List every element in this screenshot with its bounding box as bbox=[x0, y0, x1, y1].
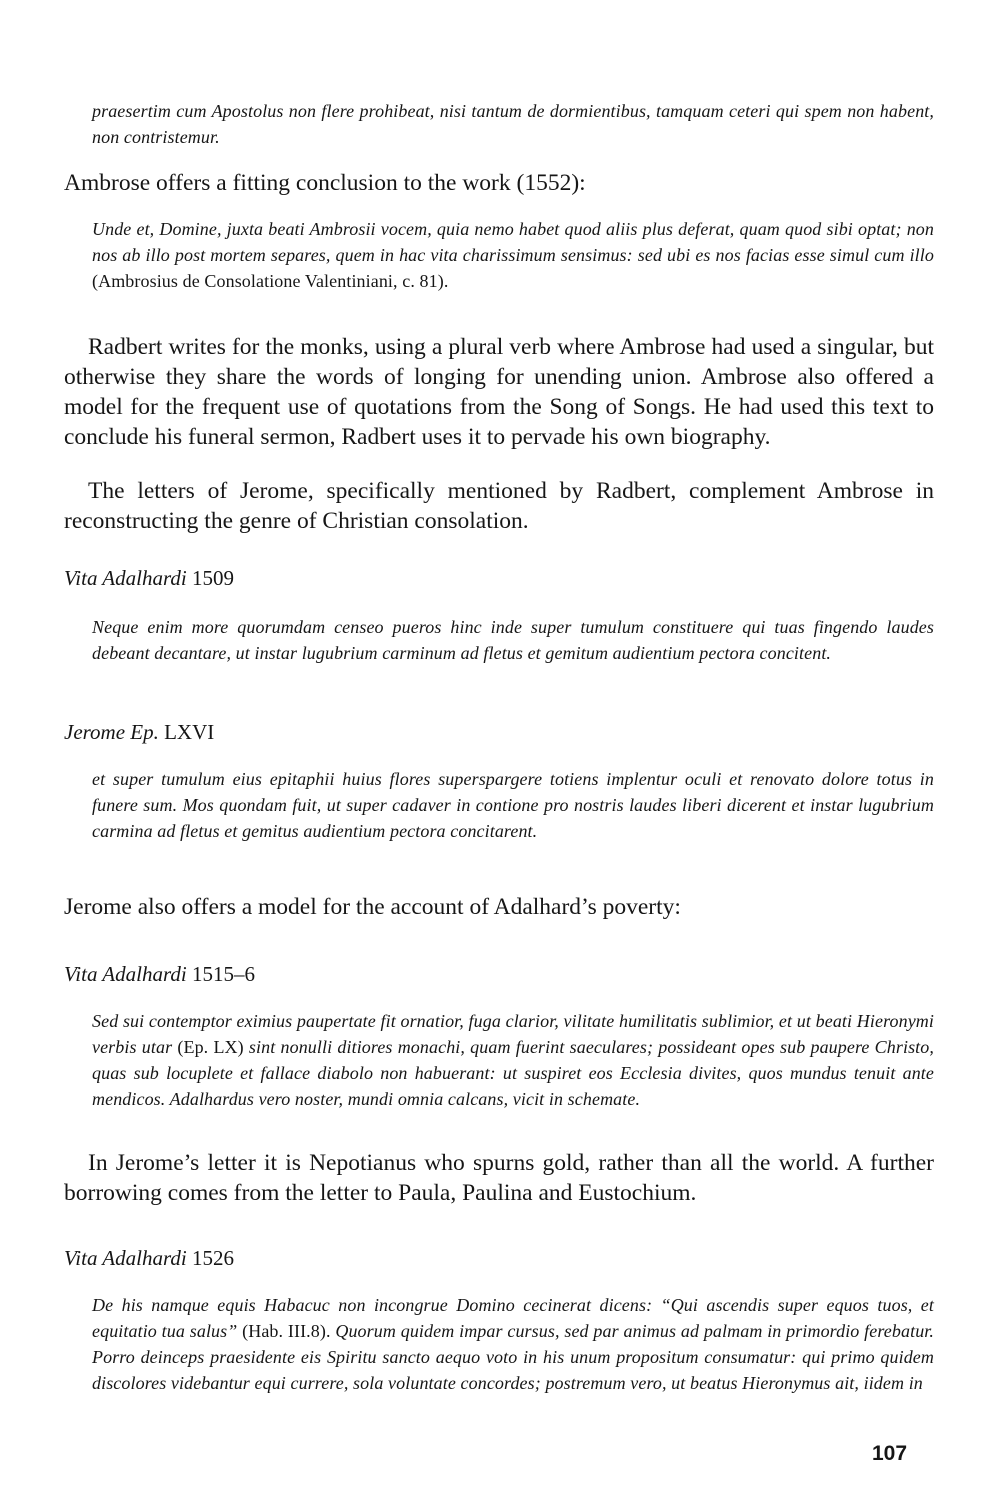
heading-number: 1515–6 bbox=[191, 962, 255, 986]
section-heading-vita-1515 bbox=[64, 960, 255, 988]
latin-quote-6 bbox=[92, 1292, 934, 1396]
quote-reference: (Ep. LX) bbox=[177, 1037, 244, 1057]
heading-title: Vita Adalhardi bbox=[64, 1246, 187, 1270]
heading-number: 1509 bbox=[191, 566, 234, 590]
quote-text-continued: Quorum quidem impar cursus, sed par animus ad palmam in primordio ferebatur. Porro deinceps praesidente eis Spiritu sancto aequo voto in his unum propositum consumatur: qui primo quidem discolores videbantur equi currere, sola voluntate concordes; postremum vero, ut beatus Hieronymus ait, iidem in bbox=[92, 1321, 935, 1393]
paragraph-jerome-letters bbox=[64, 476, 934, 536]
heading-title: Vita Adalhardi bbox=[64, 962, 187, 986]
paragraph-text: Jerome also offers a model for the account of Adalhard’s poverty: bbox=[64, 894, 681, 920]
quote-text: Unde et, Domine, juxta beati Ambrosii vocem, quia nemo habet quod aliis plus deferat, quam quod sibi optat; non nos ab illo post mortem separes, quem in hac vita charissimum sensimus: sed ubi es nos facias esse simul cum illo bbox=[92, 219, 934, 265]
quote-text-continued: sint nonulli ditiores monachi, quam fuerint saeculares; possideant opes sub paupere Christo, quas sub locuplete et fallace diabolo non habuerant: ut suspiret eos Ecclesia divites, quos mundus tenuit ante mendicos. Adalhardus vero noster, mundi omnia calcans, vicit in schemate. bbox=[92, 1037, 934, 1109]
paragraph-text: In Jerome’s letter it is Nepotianus who spurns gold, rather than all the world. A further borrowing comes from the letter to Paula, Paulina and Eustochium. bbox=[64, 1150, 934, 1206]
quote-text: praesertim cum Apostolus non flere prohibeat, nisi tantum de dormientibus, tamquam ceteri qui spem non habent, non contristemur. bbox=[92, 101, 934, 147]
section-heading-vita-1526 bbox=[64, 1244, 234, 1272]
latin-quote-1 bbox=[92, 98, 934, 150]
paragraph-radbert bbox=[64, 332, 934, 452]
paragraph-text: Ambrose offers a fitting conclusion to the work (1552): bbox=[64, 170, 586, 196]
quote-text: De his namque equis Habacuc non incongrue Domino cecinerat dicens: “Qui ascendis super equos tuos, et equitatio tua salus” bbox=[92, 1295, 934, 1341]
latin-quote-3 bbox=[92, 614, 934, 666]
paragraph-jerome-poverty bbox=[64, 892, 934, 922]
latin-quote-4 bbox=[92, 766, 934, 844]
paragraph-text: Radbert writes for the monks, using a plural verb where Ambrose had used a singular, but otherwise they share the words of longing for unending union. Ambrose also offered a model for the frequent use of quotations from the Song of Songs. He had used this text to conclude his funeral sermon, Radbert uses it to pervade his own biography. bbox=[64, 334, 934, 450]
heading-title: Jerome Ep. bbox=[64, 720, 159, 744]
page-number: 107 bbox=[872, 1442, 908, 1465]
quote-text: Sed sui contemptor eximius paupertate fit ornatior, fuga clarior, vilitate humilitatis sublimior, et ut beati Hieronymi verbis utar bbox=[92, 1011, 934, 1057]
quote-text: et super tumulum eius epitaphii huius flores superspargere totiens implentur oculi et renovato dolore totus in funere sum. Mos quondam fuit, ut super cadaver in contione pro nostris laudes liberi dicerent et instar lugubrium carmina ad fletus et gemitus audientium pectora concitarent. bbox=[92, 769, 934, 841]
section-heading-vita-1509 bbox=[64, 564, 234, 592]
heading-number: 1526 bbox=[191, 1246, 234, 1270]
latin-quote-2 bbox=[92, 216, 934, 294]
heading-number: LXVI bbox=[164, 720, 215, 744]
quote-text: Neque enim more quorumdam censeo pueros hinc inde super tumulum constituere qui tuas fingendo laudes debeant decantare, ut instar lugubrium carminum ad fletus et gemitum audientium pectora concitent. bbox=[92, 617, 934, 663]
section-heading-jerome-ep bbox=[64, 718, 214, 746]
paragraph-ambrose-conclusion bbox=[64, 168, 934, 198]
paragraph-nepotianus bbox=[64, 1148, 934, 1208]
heading-title: Vita Adalhardi bbox=[64, 566, 187, 590]
paragraph-text: The letters of Jerome, specifically mentioned by Radbert, complement Ambrose in reconstructing the genre of Christian consolation. bbox=[64, 478, 934, 534]
quote-reference: (Ambrosius de Consolatione Valentiniani, c. 81). bbox=[92, 271, 449, 291]
latin-quote-5 bbox=[92, 1008, 934, 1112]
quote-reference: (Hab. III.8). bbox=[242, 1321, 331, 1341]
